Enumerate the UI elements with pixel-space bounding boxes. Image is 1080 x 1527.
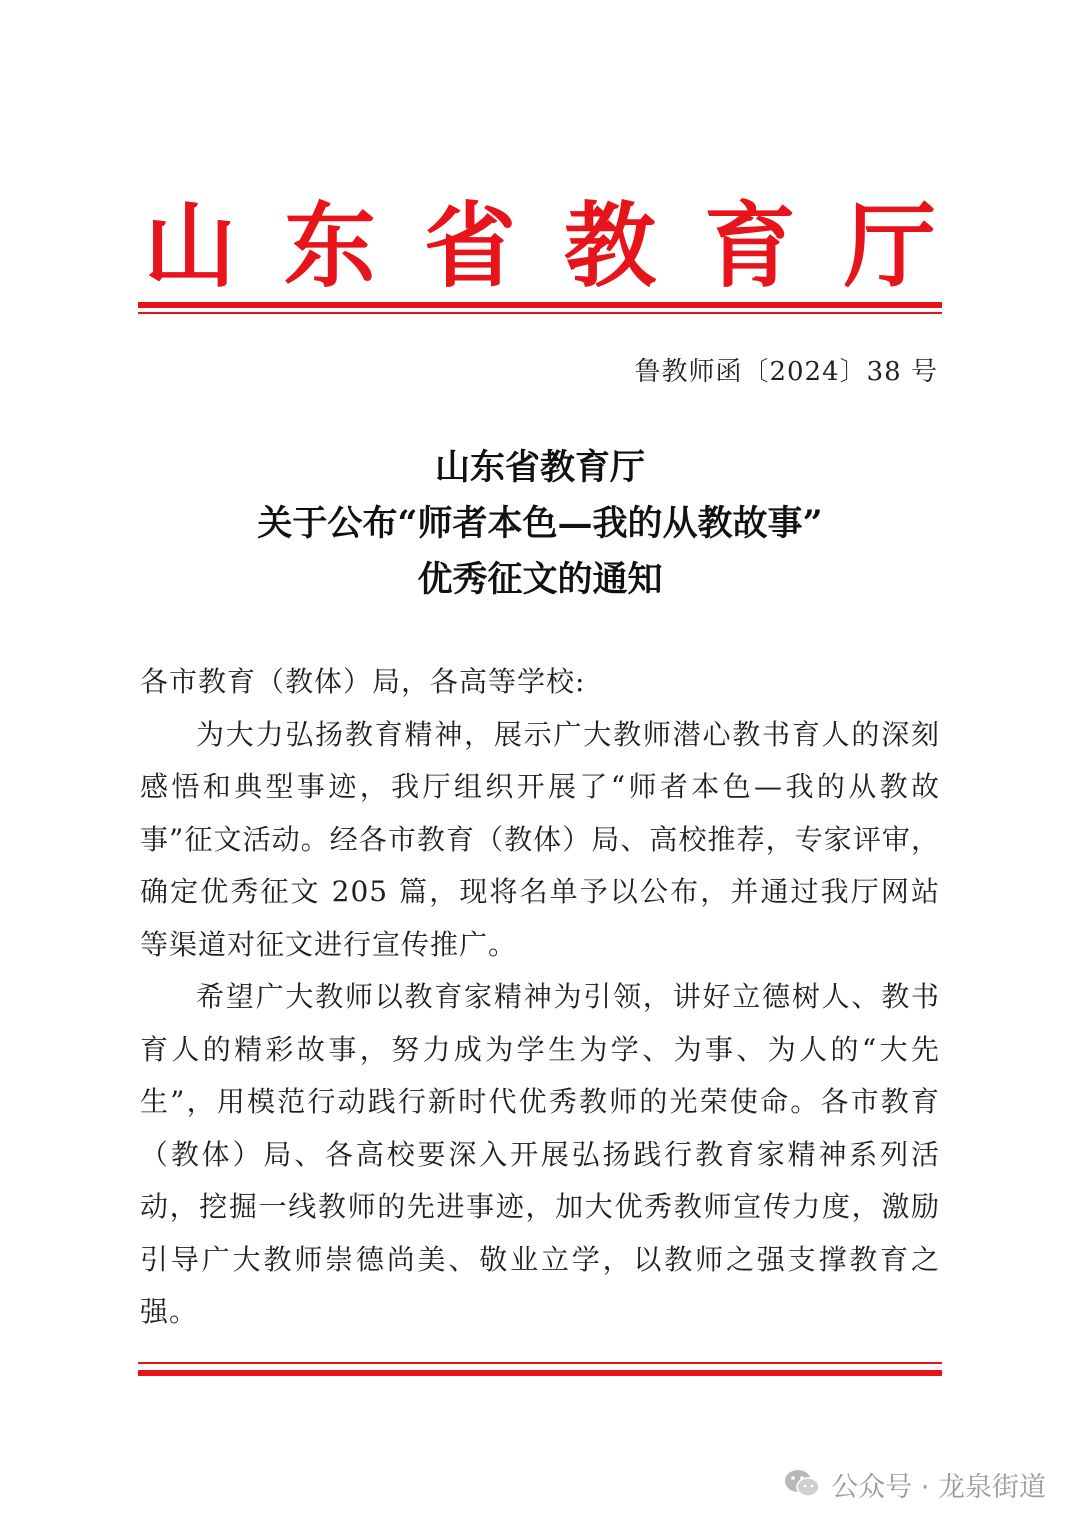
letterhead-char: 教 xyxy=(563,192,656,300)
letterhead-divider-thick xyxy=(138,302,942,308)
body-paragraph: 希望广大教师以教育家精神为引领，讲好立德树人、教书育人的精彩故事，努力成为学生为学、为事、为人的“大先生”，用模范行动践行新时代优秀教师的光荣使命。各市教育（教体）局、各高校要深入开展弘扬践行教育家精神系列活动，挖掘一线教师的先进事迹，加大优秀教师宣传力度，激励引导广大教师崇德尚美、敬业立学，以教师之强支撑教育之强。 xyxy=(140,980,940,1328)
letterhead-char: 育 xyxy=(703,192,796,300)
document-title xyxy=(0,440,1080,608)
document-title-line: 关于公布“师者本色—我的从教故事” xyxy=(257,503,823,544)
wechat-icon xyxy=(783,1467,821,1501)
letterhead-divider-thin xyxy=(138,312,942,314)
footer-divider-thin xyxy=(138,1362,942,1364)
letterhead-title xyxy=(140,192,940,300)
salutation: 各市教育（教体）局，各高等学校: xyxy=(140,665,586,698)
watermark xyxy=(783,1462,1046,1506)
watermark-text: 公众号 · 龙泉街道 xyxy=(831,1471,1046,1503)
document-body xyxy=(140,656,940,1339)
letterhead-char: 山 xyxy=(143,192,236,300)
document-title-line: 山东省教育厅 xyxy=(434,447,645,488)
document-title-line: 优秀征文的通知 xyxy=(417,559,663,600)
letterhead-char: 省 xyxy=(423,192,516,300)
letterhead-char: 东 xyxy=(283,192,376,300)
body-paragraph: 为大力弘扬教育精神，展示广大教师潜心教书育人的深刻感悟和典型事迹，我厅组织开展了“师者本色—我的从教故事”征文活动。经各市教育（教体）局、高校推荐，专家评审，确定优秀征文 205 篇，现将名单予以公布，并通过我厅网站等渠道对征文进行宣传推广。 xyxy=(140,717,940,961)
footer-divider-thick xyxy=(138,1370,942,1376)
letterhead-char: 厅 xyxy=(843,192,936,300)
document-number: 鲁教师函〔2024〕38 号 xyxy=(634,357,938,387)
